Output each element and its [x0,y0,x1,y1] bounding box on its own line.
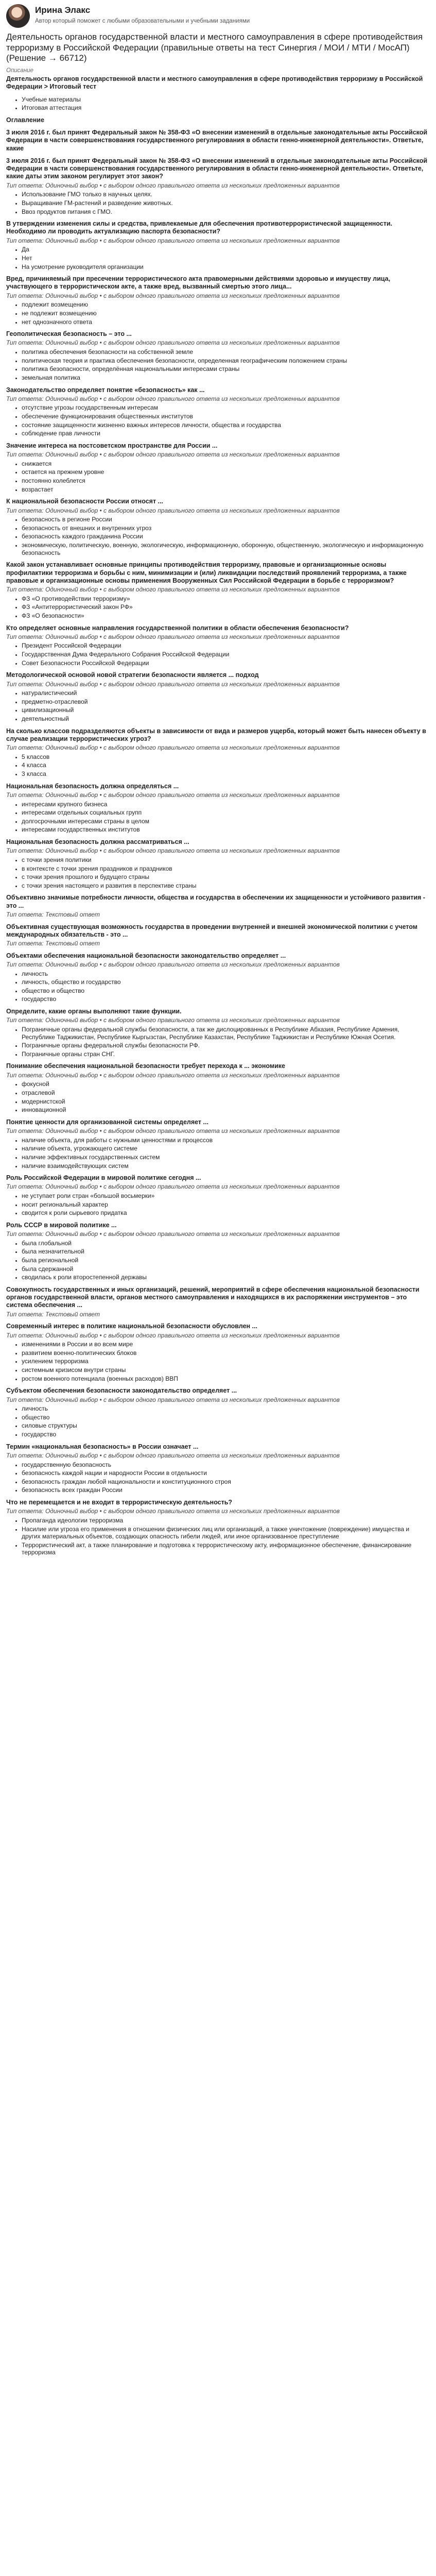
question-item [6,1499,430,1556]
answer-option: • изменениями в России и во всем мире [22,1341,430,1348]
answer-type: Тип ответа: Одиночный выбор • с выбором одного правильного ответа из нескольких предложенных вариантов [6,1016,340,1024]
answer-option: • наличие объекта, для работы с нужными ценностями и процессов [22,1137,430,1144]
answer-option: • безопасность всех граждан России [22,1486,430,1494]
answer-option: • сводилась к роли второстепенной державы [22,1274,430,1281]
answer-option: • политическая теория и практика обеспечения безопасности, определенная географическим положением страны [22,357,430,365]
answer-option: • 4 класса [22,761,430,769]
answer-options [6,404,430,437]
answer-option: • Нет [22,255,430,262]
answer-option: • не подлежит возмещению [22,310,430,317]
answer-type: Тип ответа: Одиночный выбор • с выбором одного правильного ответа из нескольких предложенных вариантов [6,847,340,855]
answer-type: Тип ответа: Одиночный выбор • с выбором одного правильного ответа из нескольких предложенных вариантов [6,1230,340,1238]
answer-option: • модернистской [22,1098,430,1106]
answer-options [6,301,430,326]
answer-option: • Пограничные органы федеральной службы безопасности, а так же дислоцированных в Республике Абхазия, Республике Армения, Республике Таджикистан, Республике Кыргызстан, Республике Казахстан, Республике Таджикистан и Республике Южная Осетия. [22,1026,430,1041]
question-item [6,1118,430,1170]
answer-option: • Пограничные органы стран СНГ. [22,1050,430,1058]
answer-type: Тип ответа: Одиночный выбор • с выбором одного правильного ответа из нескольких предложенных вариантов [6,791,340,799]
answer-options [6,1192,430,1217]
answer-options [6,460,430,494]
answer-option: • Террористический акт, а также планирование и подготовка к террористическому акту, информационное обеспечение, финансирование терроризма [22,1541,430,1556]
answer-option: • соблюдение прав личности [22,430,430,437]
question-text: На сколько классов подразделяются объекты в зависимости от вида и размеров ущерба, который может быть нанесен объекту в случае реализации террористических угроз? [6,727,426,742]
question-text: Роль СССР в мировой политике ... [6,1221,117,1229]
question-item [6,220,430,270]
questions-list [6,96,430,1556]
answer-option: • наличие эффективных государственных систем [22,1154,430,1161]
answer-options [6,689,430,723]
answer-option: • была глобальной [22,1240,430,1247]
question-text: В утверждении изменения силы и средства, привлекаемые для обеспечения противотеррористической защищенности. Необходимо ли проводить актуализацию паспорта безопасности? [6,220,393,235]
question-text: Субъектом обеспечения безопасности законодательство определяет ... [6,1387,237,1395]
answer-option: • экономическую, политическую, военную, экологическую, информационную, оборонную, общественную, экологическую и информационную безопасность [22,541,430,556]
question-item [6,1222,430,1281]
answer-option: • ФЗ «Антитеррористический закон РФ» [22,603,430,611]
answer-option: • Президент Российской Федерации [22,642,430,650]
answer-option: • деятельностный [22,715,430,723]
question-text: Какой закон устанавливает основные принципы противодействия терроризму, правовые и организационные основы профилактики терроризма и борьбы с ним, минимизации и (или) ликвидации последствий проявлений терроризма, а также правовые и организационные основы применения Вооруженных Сил Российской Федерации в борьбе с терроризмом? [6,561,407,584]
answer-type: Тип ответа: Одиночный выбор • с выбором одного правильного ответа из нескольких предложенных вариантов [6,181,340,189]
answer-option: • 5 классов [22,753,430,761]
description-label: Описание [6,67,33,74]
answer-option: • усилением терроризма [22,1358,430,1365]
answer-option: • государственную безопасность [22,1461,430,1469]
answer-options [6,970,430,1004]
question-item [6,561,430,619]
answer-option: • постоянно колеблется [22,477,430,485]
answer-options [6,96,430,112]
question-item [6,116,430,124]
answer-option: • Да [22,246,430,253]
question-item [6,671,430,722]
answer-options [6,1461,430,1495]
question-text: Понимание обеспечения национальной безопасности требует перехода к ... экономике [6,1062,286,1070]
question-text: Понятие ценности для организованной системы определяет ... [6,1118,208,1126]
question-item [6,498,430,556]
answer-option: • была сдержанной [22,1265,430,1273]
answer-option: • земельная политика [22,374,430,382]
answer-option: • наличие объекта, угрожающего системе [22,1145,430,1153]
answer-options [6,1080,430,1114]
answer-option: • Ввоз продуктов питания с ГМО. [22,208,430,216]
answer-options [6,856,430,890]
answer-option: • безопасность каждой нации и народности России в отдельности [22,1469,430,1477]
question-item [6,727,430,778]
author-name[interactable]: Ирина Элакс [35,5,91,15]
question-text: Термин «национальная безопасность» в России означает ... [6,1443,199,1450]
question-text: Современный интерес в политике национальной безопасности обусловлен ... [6,1323,257,1330]
answer-option: • государство [22,1431,430,1438]
question-item [6,783,430,834]
answer-option: • государство [22,995,430,1003]
page-title: Деятельность органов государственной власти и местного самоуправления в сфере противодействия терроризму в Российской Федерации (правильные ответы на тест Синергия / МОИ / МТИ / МосАП) (Решение → 66712) [6,32,423,63]
description-text: Деятельность органов государственной власти и местного самоуправления в сфере противодействия терроризму в Российской Федерации > Итоговый тест [6,75,423,91]
answer-option: • возрастает [22,486,430,494]
answer-type: Тип ответа: Одиночный выбор • с выбором одного правильного ответа из нескольких предложенных вариантов [6,395,340,402]
answer-type: Тип ответа: Текстовый ответ [6,1310,100,1318]
answer-option: • с точки зрения настоящего и развития в перспективе страны [22,882,430,890]
question-text: Что не перемещается и не входит в террористическую деятельность? [6,1499,233,1506]
answer-option: • силовые структуры [22,1422,430,1430]
answer-type: Тип ответа: Одиночный выбор • с выбором одного правильного ответа из нескольких предложенных вариантов [6,586,340,594]
question-text: Объектами обеспечения национальной безопасности законодательство определяет ... [6,952,286,959]
answer-option: • с точки зрения политики [22,856,430,864]
answer-option: • отсутствие угрозы государственным интересам [22,404,430,412]
answer-options [6,1405,430,1438]
answer-option: • личность [22,1405,430,1413]
question-item [6,129,430,152]
answer-option: • не уступает роли стран «большой восьмерки» [22,1192,430,1200]
answer-option: • цивилизационный [22,706,430,714]
answer-options [6,1026,430,1058]
question-item [6,1387,430,1438]
answer-type: Тип ответа: Одиночный выбор • с выбором одного правильного ответа из нескольких предложенных вариантов [6,339,340,347]
answer-option: • Насилие или угроза его применения в отношении физических лиц или организаций, а также уничтожение (повреждение) имущества и других материальных объектов, создающих опасность гибели людей, или иное организованное преступление [22,1526,430,1540]
answer-option: • ФЗ «О безопасности» [22,612,430,620]
answer-option: • личность, общество и государство [22,978,430,986]
answer-type: Тип ответа: Одиночный выбор • с выбором одного правильного ответа из нескольких предложенных вариантов [6,236,340,244]
answer-option: • наличие взаимодействующих систем [22,1162,430,1170]
question-item [6,952,430,1003]
answer-option: • системным кризисом внутри страны [22,1366,430,1374]
question-text: Кто определяет основные направления государственной политики в области обеспечения безопасности? [6,624,349,632]
answer-option: • интересами крупного бизнеса [22,801,430,808]
answer-options [6,1240,430,1281]
question-text: Объективная существующая возможность государства в проведении внутренней и внешней экономической политики с учетом международных обязательств - это ... [6,923,417,938]
answer-option: • общество [22,1414,430,1421]
answer-option: • Учебные материалы [22,96,430,104]
answer-type: Тип ответа: Одиночный выбор • с выбором одного правильного ответа из нескольких предложенных вариантов [6,1507,340,1515]
answer-options [6,1137,430,1170]
question-text: Вред, причиняемый при пресечении террористического акта правомерными действиями здоровью и имуществу лица, участвующего в террористическом акте, а также вред, вызванный смертью этого лица... [6,275,391,291]
question-item [6,1062,430,1113]
question-text: 3 июля 2016 г. был принят Федеральный закон № 358-ФЗ «О внесении изменений в отдельные законодательные акты Российской Федерации в части совершенствования государственного регулирования в области генно-инженерной деятельности». Ответьте, какие даты этим законом регулирует этот закон? [6,157,428,180]
answer-type: Тип ответа: Одиночный выбор • с выбором одного правильного ответа из нескольких предложенных вариантов [6,1071,340,1079]
answer-option: • в контексте с точки зрения праздников и праздников [22,865,430,873]
answer-option: • интересами государственных институтов [22,826,430,834]
question-item [6,1443,430,1494]
answer-option: • 3 класса [22,770,430,778]
question-text: Законодательство определяет понятие «безопасность» как ... [6,386,205,394]
answer-options [6,753,430,778]
answer-option: • Итоговая аттестация [22,104,430,112]
question-item [6,275,430,326]
author-block [6,4,430,28]
author-info [35,4,250,25]
question-text: К национальной безопасности России относят ... [6,498,163,505]
answer-option: • снижается [22,460,430,468]
answer-options [6,516,430,556]
answer-type: Тип ответа: Одиночный выбор • с выбором одного правильного ответа из нескольких предложенных вариантов [6,506,340,514]
answer-option: • Государственная Дума Федерального Собрания Российской Федерации [22,651,430,658]
answer-option: • Пограничные органы федеральной службы безопасности РФ. [22,1042,430,1049]
question-text: Геополитическая безопасность – это ... [6,330,132,338]
question-item [6,1174,430,1217]
question-item [6,330,430,381]
answer-option: • ростом военного потенциала (военных расходов) ВВП [22,1375,430,1383]
answer-option: • Выращивание ГМ-растений и разведение животных. [22,199,430,207]
answer-option: • обеспечение функционирования общественных институтов [22,413,430,420]
question-item [6,442,430,493]
question-text: Объективно значимые потребности личности, общества и государства в обеспечении их защищенности и устойчивого развития - это ... [6,894,425,909]
author-avatar[interactable] [6,4,30,28]
answer-type: Тип ответа: Одиночный выбор • с выбором одного правильного ответа из нескольких предложенных вариантов [6,1331,340,1339]
answer-option: • На усмотрение руководителя организации [22,263,430,271]
answer-option: • была незначительной [22,1248,430,1256]
answer-type: Тип ответа: Одиночный выбор • с выбором одного правильного ответа из нескольких предложенных вариантов [6,1396,340,1403]
answer-option: • личность [22,970,430,978]
answer-option: • интересами отдельных социальных групп [22,809,430,817]
answer-type: Тип ответа: Текстовый ответ [6,940,100,947]
answer-option: • носит региональный характер [22,1201,430,1209]
answer-option: • подлежит возмещению [22,301,430,309]
question-text: Методологической основой новой стратегии безопасности является ... подход [6,671,259,679]
question-item [6,96,430,112]
answer-options [6,595,430,620]
answer-option: • безопасность от внешних и внутренних угроз [22,524,430,532]
question-item [6,624,430,667]
answer-type: Тип ответа: Одиночный выбор • с выбором одного правильного ответа из нескольких предложенных вариантов [6,960,340,968]
answer-type: Тип ответа: Одиночный выбор • с выбором одного правильного ответа из нескольких предложенных вариантов [6,633,340,640]
answer-type: Тип ответа: Одиночный выбор • с выбором одного правильного ответа из нескольких предложенных вариантов [6,1127,340,1135]
question-item [6,1008,430,1058]
answer-options [6,1517,430,1556]
answer-option: • натуралистический [22,689,430,697]
answer-type: Тип ответа: Одиночный выбор • с выбором одного правильного ответа из нескольких предложенных вариантов [6,1183,340,1191]
question-text: Совокупность государственных и иных организаций, решений, мероприятий в сфере обеспечения национальной безопасности органов государственной власти, органов местного самоуправления и находящихся в их распоряжении инструментов – это система обеспечения ... [6,1285,420,1309]
question-text: Национальная безопасность должна рассматриваться ... [6,838,189,846]
answer-option: • безопасность граждан любой национальности и конституционного строя [22,1478,430,1486]
answer-option: • Совет Безопасности Российской Федерации [22,659,430,667]
question-text: Национальная безопасность должна определяться ... [6,782,179,790]
answer-option: • Использование ГМО только в научных целях. [22,191,430,198]
answer-option: • с точки зрения прошлого и будущего страны [22,873,430,881]
question-text: Значение интереса на постсоветском пространстве для России ... [6,442,218,449]
answer-type: Тип ответа: Одиночный выбор • с выбором одного правильного ответа из нескольких предложенных вариантов [6,744,340,752]
answer-option: • была региональной [22,1257,430,1264]
question-item [6,894,430,918]
answer-option: • политика безопасности, определённая национальными интересами страны [22,365,430,373]
question-item [6,1323,430,1382]
answer-type: Тип ответа: Одиночный выбор • с выбором одного правильного ответа из нескольких предложенных вариантов [6,680,340,688]
answer-option: • Пропаганда идеологии терроризма [22,1517,430,1524]
question-item [6,838,430,889]
answer-option: • инновационной [22,1106,430,1114]
answer-option: • безопасность в регионе России [22,516,430,523]
answer-option: • сводится к роли сырьевого придатка [22,1209,430,1217]
answer-option: • безопасность каждого гражданина России [22,533,430,540]
answer-type: Тип ответа: Одиночный выбор • с выбором одного правильного ответа из нескольких предложенных вариантов [6,292,340,299]
answer-type: Тип ответа: Текстовый ответ [6,910,100,918]
question-text: 3 июля 2016 г. был принят Федеральный закон № 358-ФЗ «О внесении изменений в отдельные законодательные акты Российской Федерации в части совершенствования государственного регулирования в области генно-инженерной деятельности». Ответьте, какие [6,129,428,152]
answer-type: Тип ответа: Одиночный выбор • с выбором одного правильного ответа из нескольких предложенных вариантов [6,1451,340,1459]
answer-type: Тип ответа: Одиночный выбор • с выбором одного правильного ответа из нескольких предложенных вариантов [6,451,340,459]
answer-option: • развитием военно-политических блоков [22,1349,430,1357]
question-item [6,386,430,437]
question-text: Роль Российской Федерации в мировой политике сегодня ... [6,1174,201,1182]
question-text: Определите, какие органы выполняют такие функции. [6,1008,182,1015]
answer-option: • нет однозначного ответа [22,318,430,326]
answer-options [6,348,430,382]
answer-option: • остается на прежнем уровне [22,468,430,476]
answer-option: • фокусной [22,1080,430,1088]
question-item [6,1286,430,1318]
answer-options [6,642,430,667]
answer-option: • отраслевой [22,1089,430,1097]
answer-option: • политика обеспечения безопасности на собственной земле [22,348,430,356]
answer-options [6,801,430,834]
question-text: Оглавление [6,116,44,124]
answer-options [6,191,430,215]
answer-option: • ФЗ «О противодействии терроризму» [22,595,430,603]
answer-options [6,1341,430,1382]
answer-option: • состояние защищенности жизненно важных интересов личности, общества и государства [22,421,430,429]
question-item [6,923,430,947]
answer-options [6,246,430,270]
answer-option: • общество и общество [22,987,430,995]
answer-option: • долгосрочными интересами страны в целом [22,818,430,825]
question-item [6,157,430,215]
author-description: Автор который поможет с любыми образовательными и учебными заданиями [35,18,250,24]
answer-option: • предметно-отраслевой [22,698,430,706]
